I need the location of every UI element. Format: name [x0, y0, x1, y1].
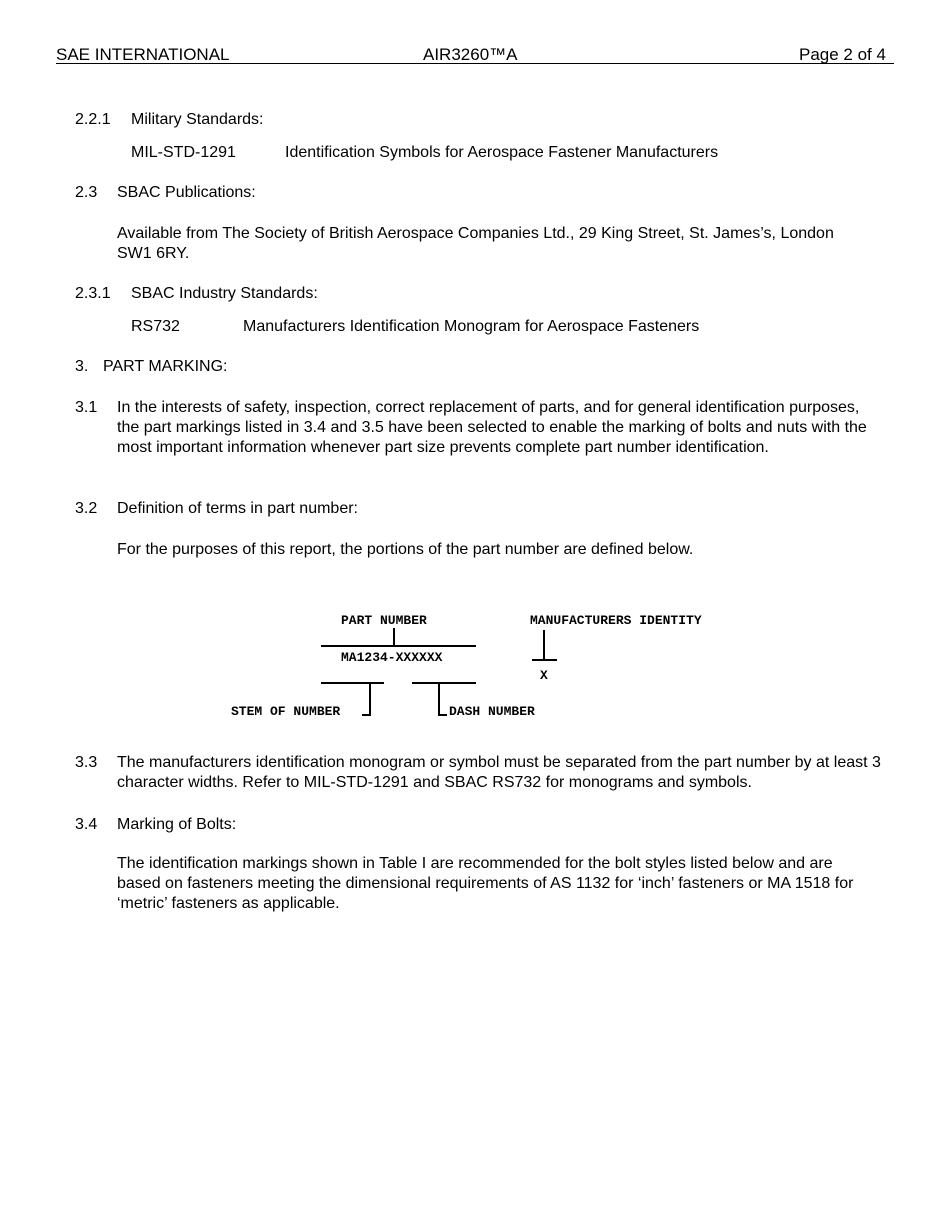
section-2-3-1-number: 2.3.1 [75, 285, 111, 302]
diagram-part-number-label: PART NUMBER [341, 613, 427, 628]
diagram-stem-label: STEM OF NUMBER [231, 704, 341, 719]
reference-title-rs732: Manufacturers Identification Monogram for Aerospace Fasteners [243, 318, 700, 335]
reference-id-mil-std: MIL-STD-1291 [131, 144, 236, 161]
section-3-3-number: 3.3 [75, 754, 98, 771]
section-3-4-title: Marking of Bolts: [117, 816, 237, 833]
section-3-2-number: 3.2 [75, 500, 98, 517]
diagram-dash-hook [438, 714, 447, 716]
diagram-dash-bracket [412, 682, 476, 684]
section-2-3-1-title: SBAC Industry Standards: [131, 285, 318, 302]
diagram-identity-example: X [540, 668, 548, 683]
reference-title-mil-std: Identification Symbols for Aerospace Fastener Manufacturers [285, 144, 719, 161]
header-doc-id: AIR3260™A [423, 45, 518, 64]
section-3-3-text: The manufacturers identification monogram or symbol must be separated from the part number by at least 3 character widths. Refer to MIL-STD-1291 and SBAC RS732 for monograms and symbols. [117, 754, 881, 792]
section-3-2-title: Definition of terms in part number: [117, 500, 358, 517]
section-2-3-text: Available from The Society of British Aerospace Companies Ltd., 29 King Street, St. James’s, London SW1 6RY. [117, 225, 834, 263]
section-2-3-number: 2.3 [75, 184, 98, 201]
section-2-2-1-title: Military Standards: [131, 111, 264, 128]
diagram-stem-hook [362, 714, 371, 716]
diagram-stem-bracket [321, 682, 384, 684]
section-2-2-1-number: 2.2.1 [75, 111, 111, 128]
section-3-title: PART MARKING: [103, 358, 228, 375]
diagram-part-number-tick [393, 628, 395, 645]
section-3-number: 3. [75, 358, 89, 375]
diagram-manufacturers-identity-label: MANUFACTURERS IDENTITY [530, 613, 702, 628]
diagram-part-number-bracket [321, 645, 476, 647]
diagram-part-number-example: MA1234-XXXXXX [341, 650, 443, 665]
header-rule [56, 63, 894, 64]
section-3-2-text: For the purposes of this report, the portions of the part number are defined below. [117, 541, 694, 558]
section-3-4-text: The identification markings shown in Table I are recommended for the bolt styles listed below and are based on fasteners meeting the dimensional requirements of AS 1132 for ‘inch’ fasteners or MA 1518 for ‘metric’ fasteners as applicable. [117, 855, 854, 913]
section-2-3-title: SBAC Publications: [117, 184, 256, 201]
section-3-1-number: 3.1 [75, 399, 98, 416]
section-3-4-number: 3.4 [75, 816, 98, 833]
reference-id-rs732: RS732 [131, 318, 180, 335]
diagram-identity-tick [543, 630, 545, 659]
diagram-stem-leader [369, 682, 371, 715]
section-3-1-text: In the interests of safety, inspection, correct replacement of parts, and for general identification purposes, the part markings listed in 3.4 and 3.5 have been selected to enable the marking of bolts and nuts with the most important information whenever part size prevents complete part number identification. [117, 399, 867, 457]
header-org: SAE INTERNATIONAL [56, 45, 230, 64]
diagram-dash-label: DASH NUMBER [449, 704, 535, 719]
diagram-dash-leader [438, 682, 440, 715]
header-page-number: Page 2 of 4 [799, 45, 886, 64]
diagram-identity-bracket [532, 659, 557, 661]
